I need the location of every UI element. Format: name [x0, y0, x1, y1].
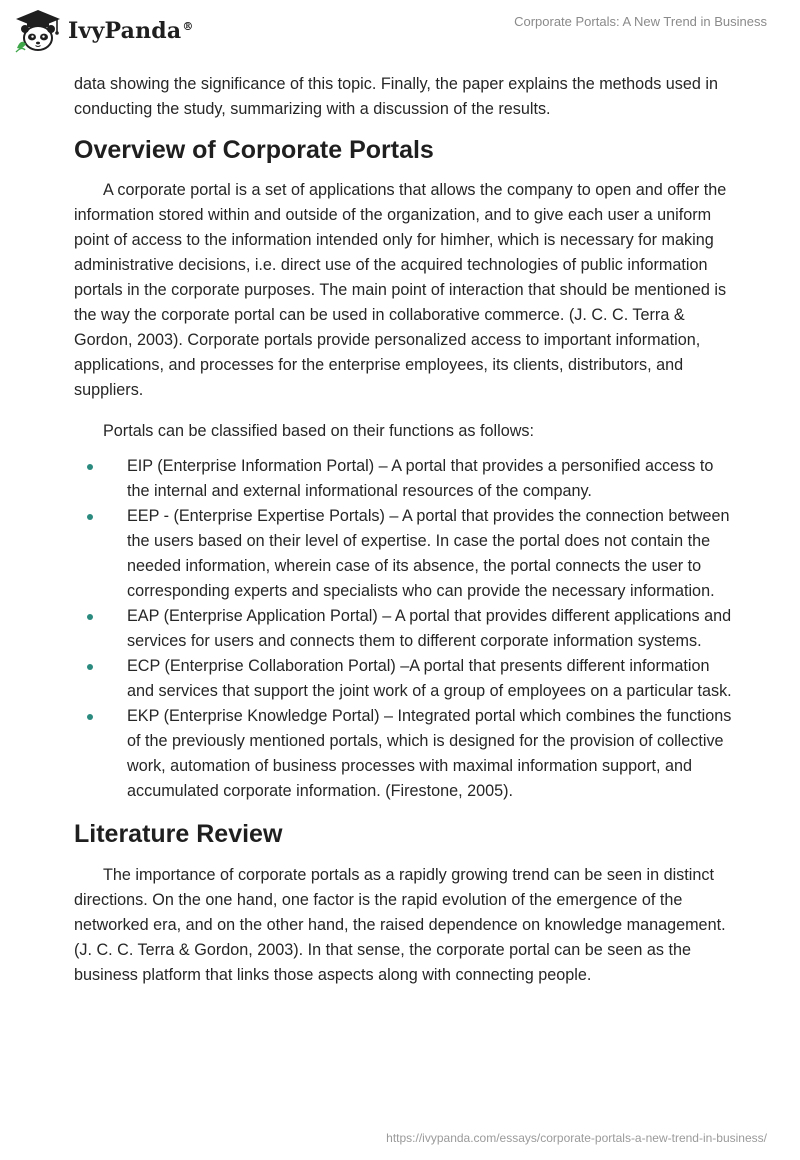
definition-paragraph: A corporate portal is a set of applications that allows the company to open and offer the information stored within and outside of the organization, and to give each user a uniform point of access to the information intended only for himher, which is necessary for making administrative decisions, i.e. direct use of the acquired technologies of public information portals in the corporate purposes. The main point of interaction that should be mentioned is the way the corporate portal can be used in collaborative commerce. (J. C. C. Terra & Gordon, 2003). Corporate portals provide personalized access to important information, applications, and processes for the enterprise employees, its clients, distributors, and suppliers. [74, 181, 727, 399]
literature-paragraph: The importance of corporate portals as a rapidly growing trend can be seen in distinct directions. On the one hand, one factor is the rapid evolution of the emergence of the networked era, and on the other hand, the raised dependence on knowledge management. (J. C. C. Terra & Gordon, 2003). In that sense, the corporate portal can be seen as the business platform that links those aspects along with connecting people. [74, 866, 726, 984]
list-item [74, 704, 734, 804]
portal-types-list [74, 454, 734, 804]
bullet-dot-icon [87, 614, 93, 620]
bullet-dot-icon [87, 664, 93, 670]
brand-name: IvyPanda® [68, 18, 194, 44]
list-item [74, 454, 734, 504]
bullet-dot-icon [87, 514, 93, 520]
intro-paragraph-end: data showing the significance of this topic. Finally, the paper explains the methods used in conducting the study, summarizing with a discussion of the results. [74, 75, 718, 118]
essay-content [74, 72, 734, 988]
bullet-dot-icon [87, 464, 93, 470]
list-item [74, 654, 734, 704]
page-header [0, 0, 800, 64]
list-item-text: EIP (Enterprise Information Portal) – A portal that provides a personified access to the internal and external informational resources of the company. [127, 457, 714, 500]
list-item-text: ECP (Enterprise Collaboration Portal) –A portal that presents different information and services that support the joint work of a group of employees on a particular task. [127, 657, 732, 700]
list-item [74, 504, 734, 604]
overview-heading: Overview of Corporate Portals [74, 136, 434, 164]
list-item-text: EAP (Enterprise Application Portal) – A portal that provides different applications and services for users and connects them to different corporate information systems. [127, 607, 732, 650]
panda-graduate-logo-icon [14, 8, 62, 54]
classification-intro: Portals can be classified based on their functions as follows: [103, 422, 535, 440]
source-url-link[interactable]: https://ivypanda.com/essays/corporate-portals-a-new-trend-in-business/ [386, 1131, 767, 1145]
literature-review-heading: Literature Review [74, 820, 283, 848]
brand-logo[interactable] [14, 8, 194, 54]
document-title: Corporate Portals: A New Trend in Business [514, 14, 767, 29]
list-item-text: EKP (Enterprise Knowledge Portal) – Integrated portal which combines the functions of the previously mentioned portals, which is designed for the provision of collective work, automation of business processes with maximal information support, and accumulated corporate information. (Firestone, 2005). [127, 707, 732, 800]
list-item [74, 604, 734, 654]
list-item-text: EEP - (Enterprise Expertise Portals) – A portal that provides the connection between the users based on their level of expertise. In case the portal does not contain the needed information, wherein case of its absence, the portal connects the user to corresponding experts and specialists who can provide the necessary information. [127, 507, 730, 600]
bullet-dot-icon [87, 714, 93, 720]
